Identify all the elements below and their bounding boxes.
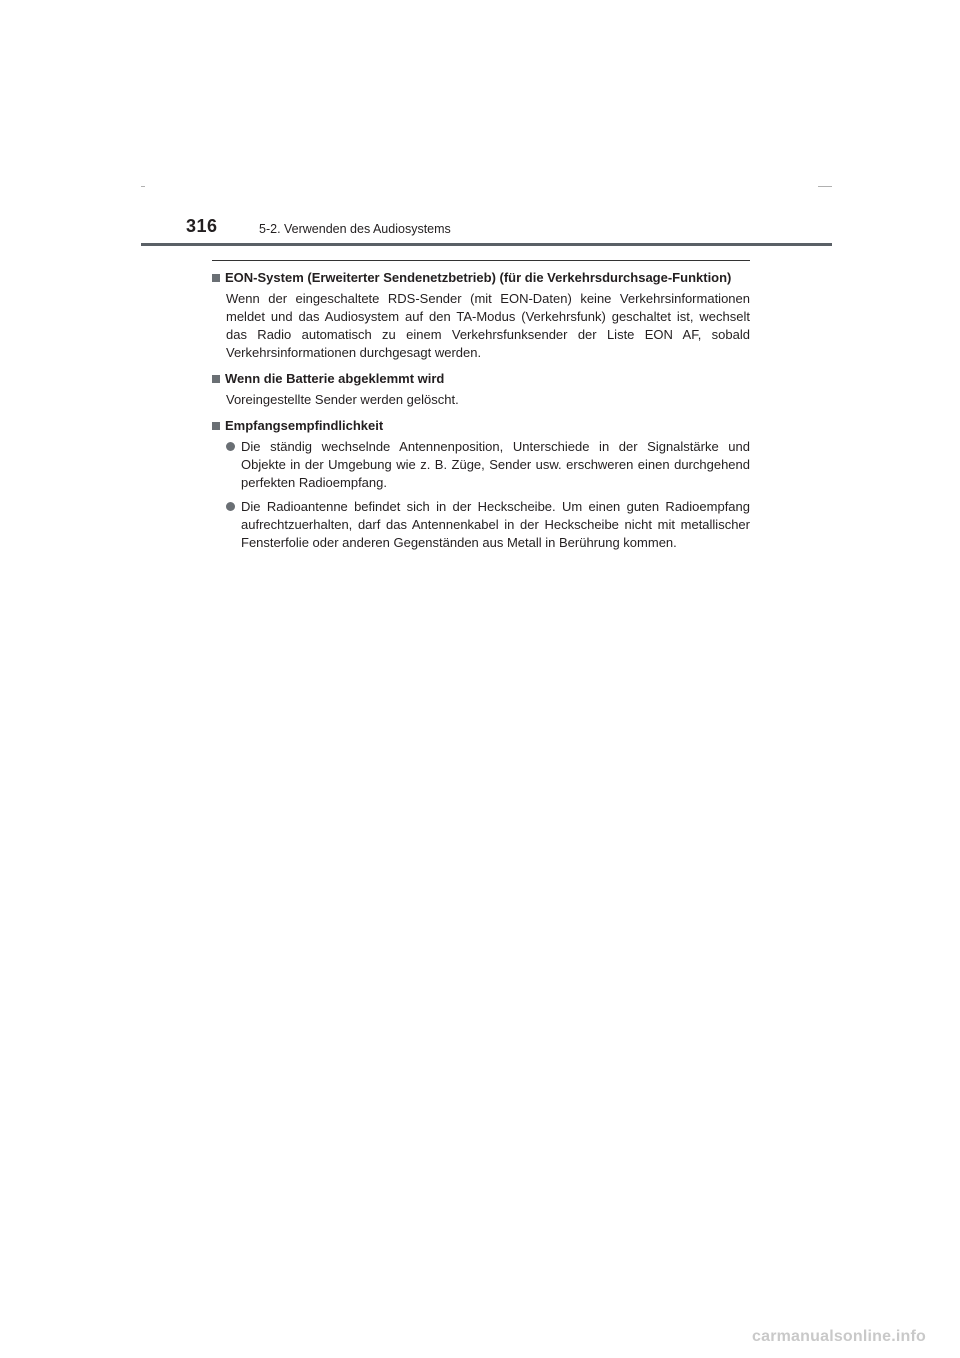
page-number: 316 (186, 216, 218, 236)
list-item-text: Die ständig wechselnde Antennenposition, Unterschiede in der Signalstärke und Objekte in der Umgebung wie z. B. Züge, Sender usw. erschweren einen durchgehend perfekten Radioempfang. (241, 439, 750, 490)
topic-text: Voreingestellte Sender werden gelöscht. (226, 392, 459, 407)
square-bullet-icon (212, 274, 220, 282)
topic-battery (212, 370, 750, 409)
topic-heading-text: Wenn die Batterie abgeklemmt wird (225, 371, 445, 386)
list-item-text: Die Radioantenne befindet sich in der Heckscheibe. Um einen guten Radioempfang aufrechtzuerhalten, darf das Antennenkabel in der Heckscheibe nicht mit metallischer Fensterfolie oder anderen Gegenständen aus Metall in Berührung kommen. (241, 499, 750, 550)
topic-heading (212, 269, 750, 287)
list-item (212, 438, 750, 492)
topic-reception (212, 417, 750, 552)
bullet-list (212, 438, 750, 552)
square-bullet-icon (212, 422, 220, 430)
square-bullet-icon (212, 375, 220, 383)
circle-bullet-icon (226, 442, 235, 451)
list-item (212, 498, 750, 552)
section-title: 5-2. Verwenden des Audiosystems (259, 222, 451, 236)
topic-heading-text: EON-System (Erweiterter Sendenetzbetrieb) (für die Verkehrsdurchsage-Funktion) (225, 270, 732, 285)
topic-text: Wenn der eingeschaltete RDS-Sender (mit EON-Daten) keine Verkehrsinformationen meldet und das Audiosystem auf den TA-Modus (Verkehrsfunk) geschaltet ist, wechselt das Radio automatisch zu einem Verkehrsfunksender der Liste EON AF, sobald Verkehrsinformationen durchgesagt werden. (226, 291, 750, 360)
circle-bullet-icon (226, 502, 235, 511)
watermark: carmanualsonline.info (752, 1328, 927, 1345)
topic-heading (212, 417, 750, 435)
content-rule (212, 260, 750, 261)
topic-eon-system (212, 269, 750, 362)
header-rule (141, 243, 832, 246)
crop-mark-right (818, 186, 832, 187)
content-body (212, 269, 750, 560)
topic-heading-text: Empfangsempfindlichkeit (225, 418, 384, 433)
topic-heading (212, 370, 750, 388)
crop-mark-left (141, 186, 145, 187)
